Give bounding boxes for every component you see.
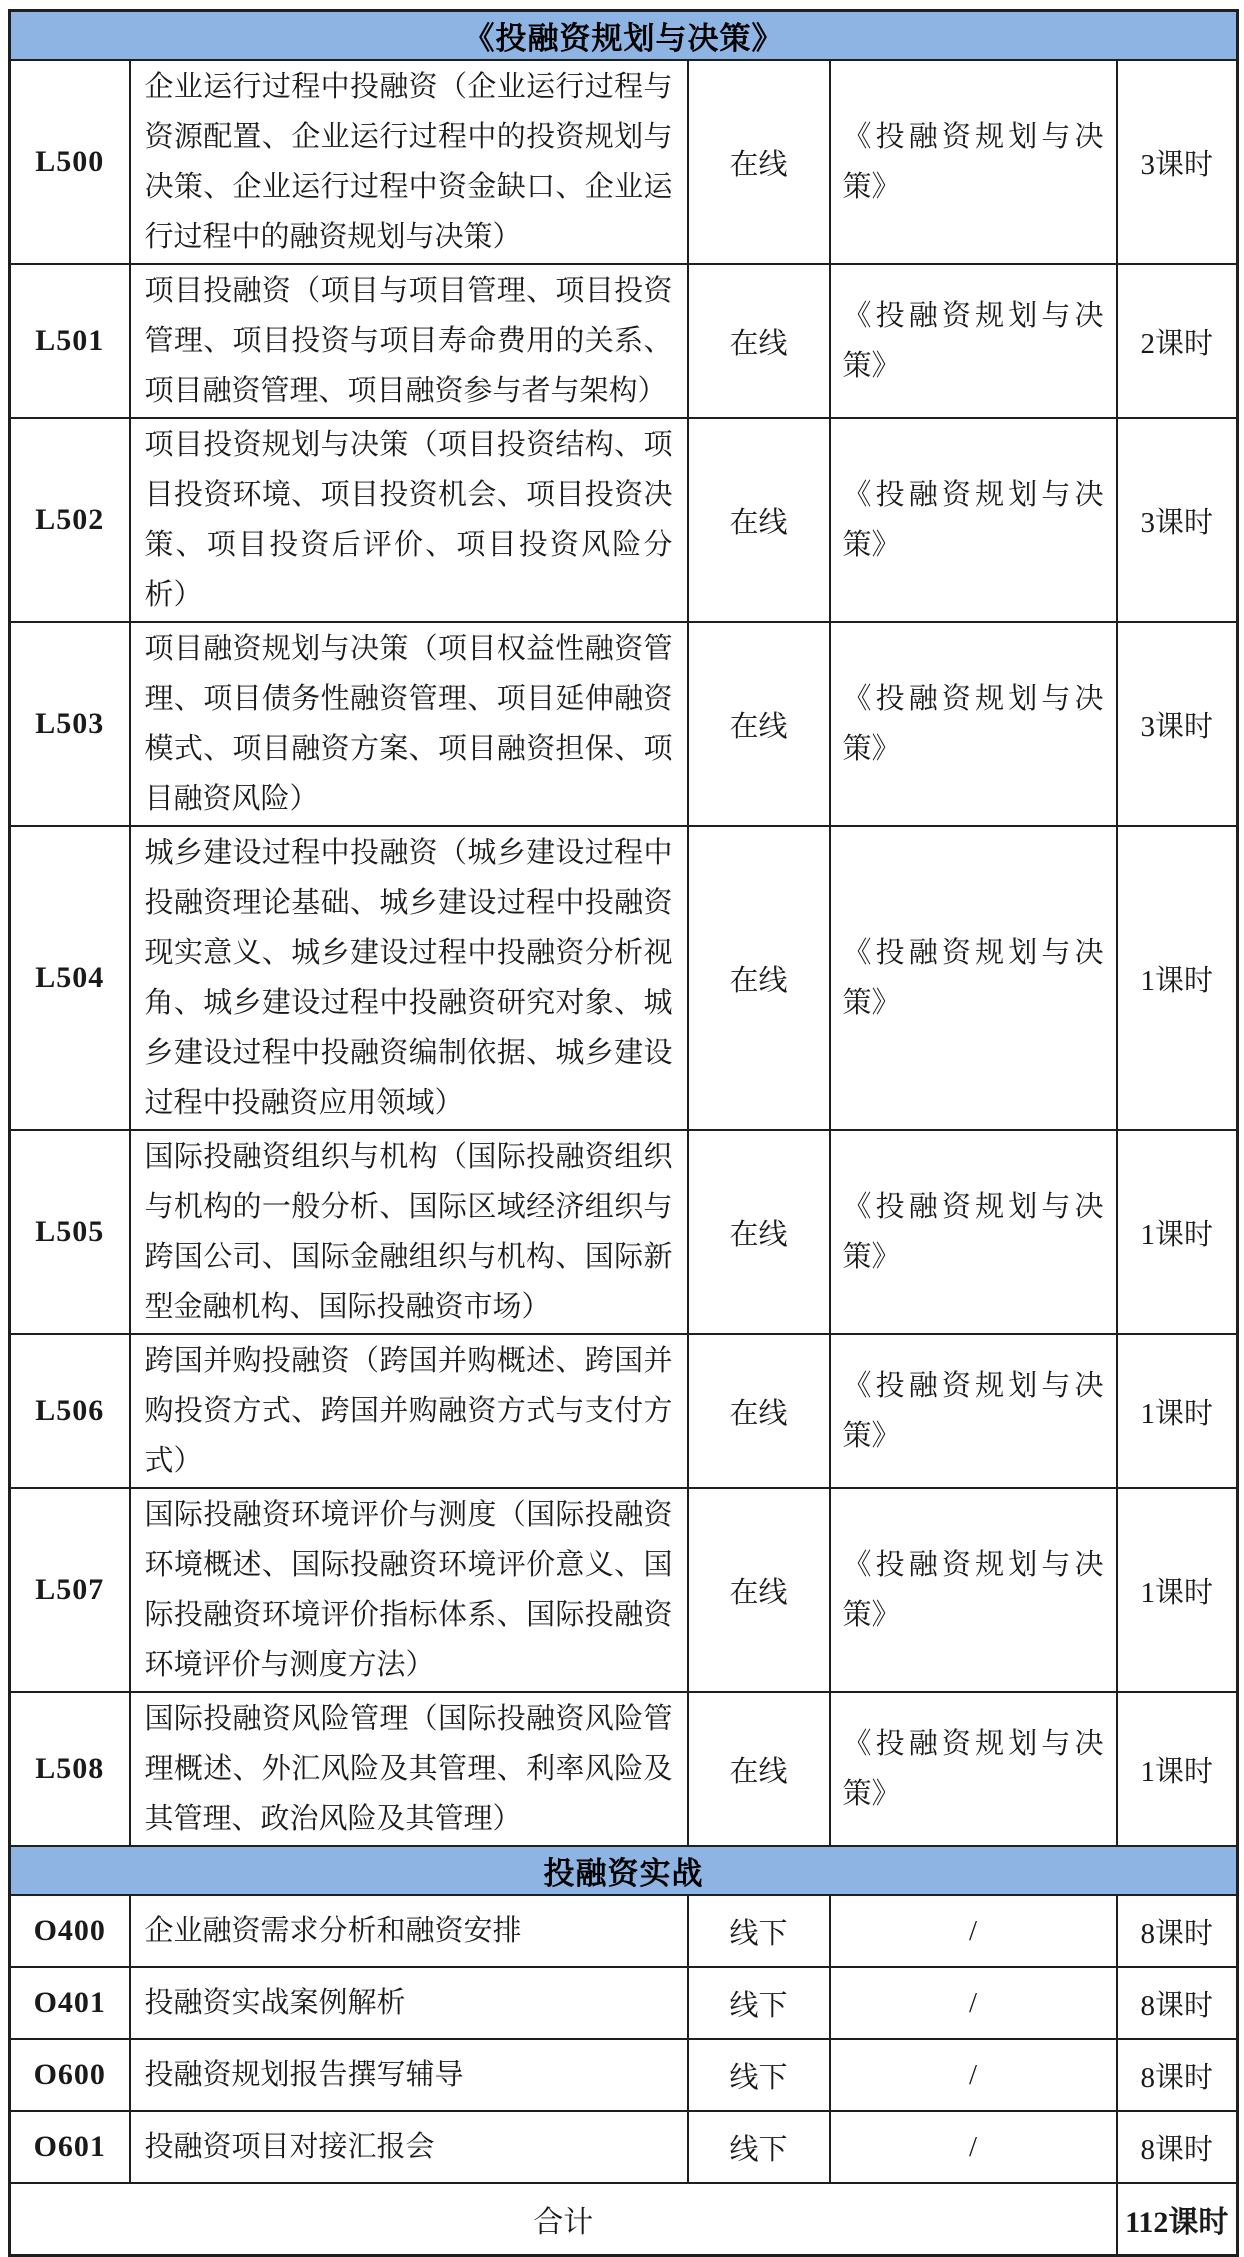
course-description: 国际投融资环境评价与测度（国际投融资环境概述、国际投融资环境评价意义、国际投融资环境评价指标体系、国际投融资环境评价与测度方法）: [130, 1488, 688, 1692]
course-row-L502: [10, 418, 1238, 622]
course-mode: 线下: [688, 1895, 830, 1967]
course-code: L504: [10, 826, 130, 1130]
course-hours: 8课时: [1117, 1895, 1238, 1967]
course-hours: 1课时: [1117, 1488, 1238, 1692]
course-code: O401: [10, 1967, 130, 2039]
course-textbook: /: [830, 2039, 1117, 2111]
course-row-L504: [10, 826, 1238, 1130]
course-row-L506: [10, 1334, 1238, 1488]
course-mode: 线下: [688, 1967, 830, 2039]
course-code: L505: [10, 1130, 130, 1334]
course-description: 企业融资需求分析和融资安排: [130, 1895, 688, 1967]
course-hours: 8课时: [1117, 1967, 1238, 2039]
course-code: O600: [10, 2039, 130, 2111]
course-row-L505: [10, 1130, 1238, 1334]
course-textbook: 《投融资规划与决策》: [830, 1130, 1117, 1334]
course-description: 国际投融资风险管理（国际投融资风险管理概述、外汇风险及其管理、利率风险及其管理、政治风险及其管理）: [130, 1692, 688, 1846]
course-textbook: /: [830, 1967, 1117, 2039]
course-description: 项目投融资（项目与项目管理、项目投资管理、项目投资与项目寿命费用的关系、项目融资管理、项目融资参与者与架构）: [130, 264, 688, 418]
course-mode: 在线: [688, 622, 830, 826]
section-header-row-2: [10, 1846, 1238, 1895]
course-hours: 3课时: [1117, 418, 1238, 622]
course-textbook: 《投融资规划与决策》: [830, 1692, 1117, 1846]
course-mode: 线下: [688, 2111, 830, 2183]
course-mode: 线下: [688, 2039, 830, 2111]
course-row-O400: [10, 1895, 1238, 1967]
course-textbook: 《投融资规划与决策》: [830, 1334, 1117, 1488]
course-textbook: 《投融资规划与决策》: [830, 826, 1117, 1130]
summary-row: [10, 2183, 1238, 2255]
course-description: 投融资规划报告撰写辅导: [130, 2039, 688, 2111]
course-row-L500: [10, 60, 1238, 264]
course-textbook: 《投融资规划与决策》: [830, 418, 1117, 622]
course-textbook: 《投融资规划与决策》: [830, 622, 1117, 826]
summary-total-hours: 112课时: [1117, 2183, 1238, 2255]
course-description: 国际投融资组织与机构（国际投融资组织与机构的一般分析、国际区域经济组织与跨国公司、国际金融组织与机构、国际新型金融机构、国际投融资市场）: [130, 1130, 688, 1334]
course-description: 城乡建设过程中投融资（城乡建设过程中投融资理论基础、城乡建设过程中投融资现实意义、城乡建设过程中投融资分析视角、城乡建设过程中投融资研究对象、城乡建设过程中投融资编制依据、城乡建设过程中投融资应用领域）: [130, 826, 688, 1130]
course-description: 投融资项目对接汇报会: [130, 2111, 688, 2183]
course-mode: 在线: [688, 264, 830, 418]
course-row-O401: [10, 1967, 1238, 2039]
course-textbook: 《投融资规划与决策》: [830, 1488, 1117, 1692]
course-code: L500: [10, 60, 130, 264]
course-hours: 8课时: [1117, 2111, 1238, 2183]
course-hours: 1课时: [1117, 1692, 1238, 1846]
course-code: L502: [10, 418, 130, 622]
course-hours: 2课时: [1117, 264, 1238, 418]
course-code: L501: [10, 264, 130, 418]
course-mode: 在线: [688, 60, 830, 264]
summary-label: 合计: [10, 2183, 1117, 2255]
course-textbook: 《投融资规划与决策》: [830, 60, 1117, 264]
section-title: 投融资实战: [10, 1846, 1238, 1895]
course-hours: 1课时: [1117, 1130, 1238, 1334]
course-description: 投融资实战案例解析: [130, 1967, 688, 2039]
course-description: 跨国并购投融资（跨国并购概述、跨国并购投资方式、跨国并购融资方式与支付方式）: [130, 1334, 688, 1488]
course-hours: 1课时: [1117, 826, 1238, 1130]
course-textbook: 《投融资规划与决策》: [830, 264, 1117, 418]
course-hours: 3课时: [1117, 60, 1238, 264]
course-hours: 1课时: [1117, 1334, 1238, 1488]
course-mode: 在线: [688, 418, 830, 622]
course-mode: 在线: [688, 1692, 830, 1846]
course-textbook: /: [830, 2111, 1117, 2183]
course-code: L507: [10, 1488, 130, 1692]
course-row-L503: [10, 622, 1238, 826]
course-description: 企业运行过程中投融资（企业运行过程与资源配置、企业运行过程中的投资规划与决策、企业运行过程中资金缺口、企业运行过程中的融资规划与决策）: [130, 60, 688, 264]
course-description: 项目融资规划与决策（项目权益性融资管理、项目债务性融资管理、项目延伸融资模式、项目融资方案、项目融资担保、项目融资风险）: [130, 622, 688, 826]
course-mode: 在线: [688, 1130, 830, 1334]
course-row-L507: [10, 1488, 1238, 1692]
course-row-O600: [10, 2039, 1238, 2111]
course-mode: 在线: [688, 1334, 830, 1488]
section-title: 《投融资规划与决策》: [10, 11, 1238, 61]
course-code: O400: [10, 1895, 130, 1967]
course-row-L508: [10, 1692, 1238, 1846]
course-code: L503: [10, 622, 130, 826]
course-code: L508: [10, 1692, 130, 1846]
course-hours: 8课时: [1117, 2039, 1238, 2111]
course-code: O601: [10, 2111, 130, 2183]
course-hours: 3课时: [1117, 622, 1238, 826]
course-textbook: /: [830, 1895, 1117, 1967]
course-mode: 在线: [688, 826, 830, 1130]
section-header-row-1: [10, 11, 1238, 61]
course-table: [8, 9, 1239, 2257]
course-code: L506: [10, 1334, 130, 1488]
course-description: 项目投资规划与决策（项目投资结构、项目投资环境、项目投资机会、项目投资决策、项目投资后评价、项目投资风险分析）: [130, 418, 688, 622]
course-row-O601: [10, 2111, 1238, 2183]
course-mode: 在线: [688, 1488, 830, 1692]
course-row-L501: [10, 264, 1238, 418]
